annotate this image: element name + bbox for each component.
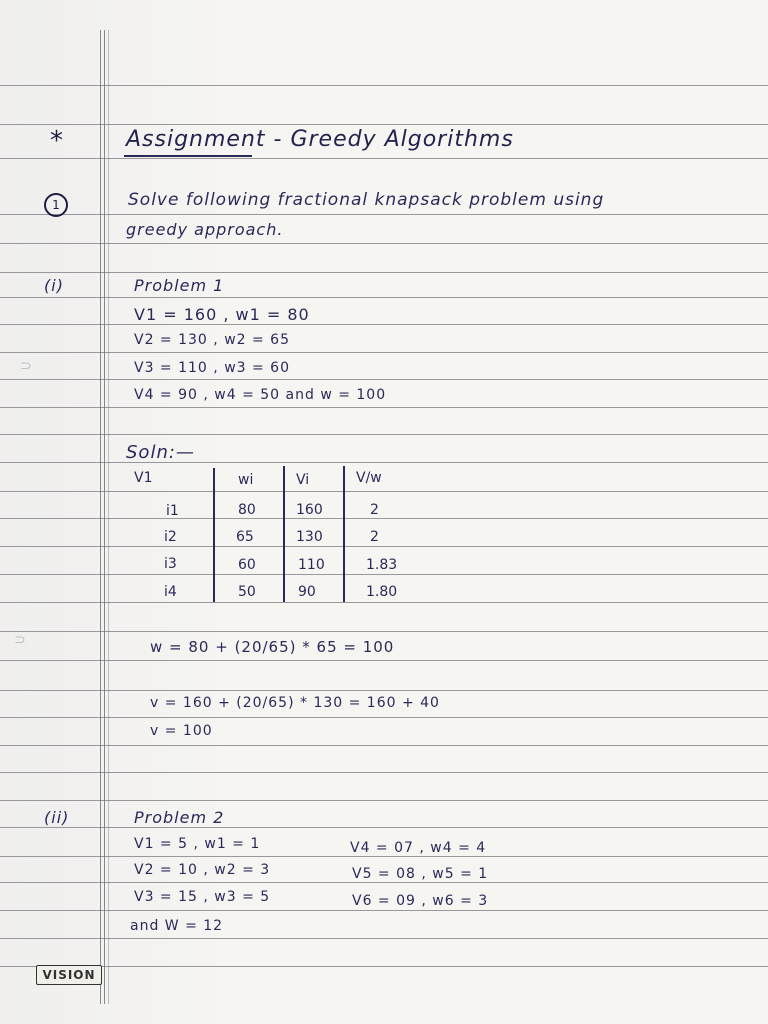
part2-right-line-3: V6 = 09 , w6 = 3 xyxy=(352,893,489,909)
ruled-line xyxy=(0,966,768,967)
bullet-star: * xyxy=(50,126,63,156)
part1-line-2: V2 = 130 , w2 = 65 xyxy=(134,332,290,348)
calc-value: v = 160 + (20/65) * 130 = 160 + 40 xyxy=(150,695,440,711)
table-cell: 2 xyxy=(370,529,379,545)
part2-left-line-1: V1 = 5 , w1 = 1 xyxy=(134,836,261,852)
calc-weight: w = 80 + (20/65) * 65 = 100 xyxy=(150,638,395,656)
ruled-line xyxy=(0,745,768,746)
ruled-line xyxy=(0,379,768,380)
ruled-line xyxy=(0,158,768,159)
table-header-cell: wi xyxy=(238,472,254,488)
ruled-line xyxy=(0,827,768,828)
part2-left-line-4: and W = 12 xyxy=(130,918,224,934)
calc-value-result: v = 100 xyxy=(150,723,213,739)
ruled-line xyxy=(0,717,768,718)
table-cell: 110 xyxy=(298,557,325,573)
part1-line-3: V3 = 110 , w3 = 60 xyxy=(134,360,290,376)
part2-left-line-2: V2 = 10 , w2 = 3 xyxy=(134,862,271,878)
table-cell: 130 xyxy=(296,529,323,545)
ruled-line xyxy=(0,124,768,125)
ruled-line xyxy=(0,690,768,691)
bleed-through-mark: ⊃ xyxy=(20,358,32,374)
ruled-line xyxy=(0,602,768,603)
question-text-line1: Solve following fractional knapsack problem using xyxy=(128,190,605,210)
part2-label: (ii) xyxy=(44,808,70,827)
ruled-line xyxy=(0,938,768,939)
ruled-line xyxy=(0,214,768,215)
table-cell: i3 xyxy=(164,556,177,572)
table-header-cell: Vi xyxy=(296,472,310,488)
part2-left-line-3: V3 = 15 , w3 = 5 xyxy=(134,889,271,905)
table-divider xyxy=(343,466,345,602)
ruled-line xyxy=(0,546,768,547)
part1-line-4: V4 = 90 , w4 = 50 and w = 100 xyxy=(134,387,387,403)
ruled-line xyxy=(0,85,768,86)
table-header-cell: V1 xyxy=(134,470,153,486)
solution-heading: Soln:— xyxy=(126,442,195,463)
ruled-line xyxy=(0,518,768,519)
part1-title: Problem 1 xyxy=(134,276,225,295)
part2-right-line-1: V4 = 07 , w4 = 4 xyxy=(350,840,487,856)
table-cell: 50 xyxy=(238,584,256,600)
page-title: Assignment - Greedy Algorithms xyxy=(126,127,514,152)
part2-right-line-2: V5 = 08 , w5 = 1 xyxy=(352,866,489,882)
part2-title: Problem 2 xyxy=(134,808,225,827)
table-divider xyxy=(213,468,215,602)
table-cell: 1.80 xyxy=(366,584,398,600)
table-cell: i2 xyxy=(164,529,177,545)
table-header-cell: V/w xyxy=(356,470,382,486)
ruled-line xyxy=(0,352,768,353)
ruled-line xyxy=(0,772,768,773)
table-cell: 80 xyxy=(238,502,256,518)
margin-line xyxy=(100,30,101,1004)
table-cell: 90 xyxy=(298,584,316,600)
ruled-line xyxy=(0,660,768,661)
bleed-through-mark: ⊃ xyxy=(14,632,26,648)
ruled-line xyxy=(0,462,768,463)
margin-line xyxy=(104,30,105,1004)
ruled-line xyxy=(0,910,768,911)
table-cell: 160 xyxy=(296,502,323,518)
table-cell: 2 xyxy=(370,502,379,518)
question-number: 1 xyxy=(44,193,68,217)
margin-line xyxy=(108,30,109,1004)
question-text-line2: greedy approach. xyxy=(126,220,284,239)
table-cell: i4 xyxy=(164,584,177,600)
ruled-line xyxy=(0,631,768,632)
brand-logo: VISION xyxy=(36,965,102,985)
ruled-line xyxy=(0,882,768,883)
part1-label: (i) xyxy=(44,276,64,295)
ruled-line xyxy=(0,272,768,273)
ruled-line xyxy=(0,574,768,575)
table-cell: 1.83 xyxy=(366,557,398,573)
table-cell: 65 xyxy=(236,529,254,545)
ruled-line xyxy=(0,434,768,435)
table-divider xyxy=(283,466,285,602)
part1-line-1: V1 = 160 , w1 = 80 xyxy=(134,305,310,324)
ruled-line xyxy=(0,407,768,408)
ruled-line xyxy=(0,297,768,298)
ruled-line xyxy=(0,800,768,801)
title-underline xyxy=(124,155,252,157)
ruled-line xyxy=(0,324,768,325)
table-cell: i1 xyxy=(166,503,179,519)
ruled-line xyxy=(0,856,768,857)
table-cell: 60 xyxy=(238,557,256,573)
ruled-line xyxy=(0,491,768,492)
ruled-line xyxy=(0,243,768,244)
